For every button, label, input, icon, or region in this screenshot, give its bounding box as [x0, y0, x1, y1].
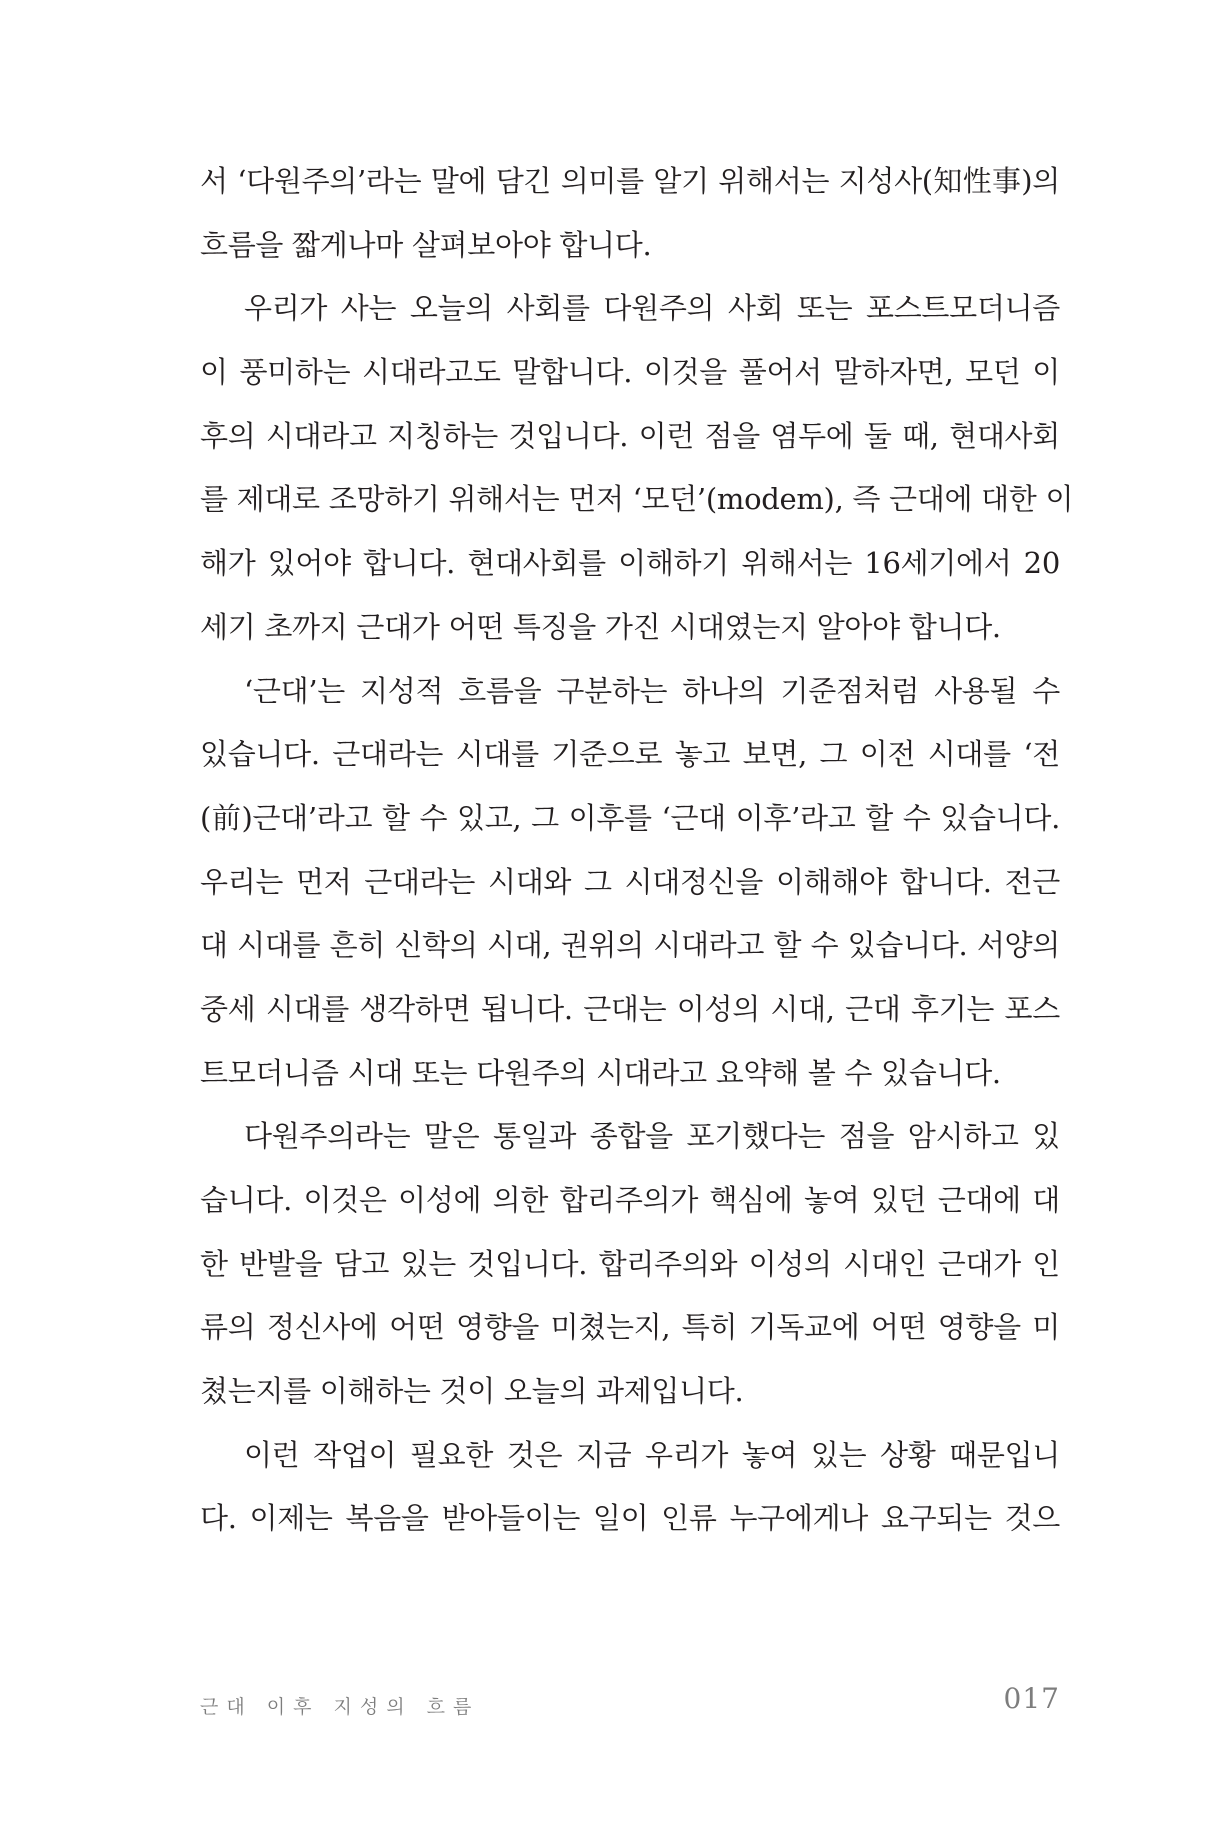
text-line: 있습니다. 근대라는 시대를 기준으로 놓고 보면, 그 이전 시대를 ‘전 — [200, 737, 1060, 772]
text-line: 서 ‘다원주의’라는 말에 담긴 의미를 알기 위해서는 지성사(知性事)의 — [200, 164, 1060, 198]
text-line: 습니다. 이것은 이성에 의한 합리주의가 핵심에 놓여 있던 근대에 대 — [200, 1183, 1060, 1217]
text-line-paragraph-end: 흐름을 짧게나마 살펴보아야 합니다. — [200, 227, 652, 262]
text-line-paragraph-start: ‘근대’는 지성적 흐름을 구분하는 하나의 기준점처럼 사용될 수 — [244, 673, 1060, 708]
text-line-paragraph-end: 트모더니즘 시대 또는 다원주의 시대라고 요약해 볼 수 있습니다. — [200, 1055, 1001, 1090]
text-line: 해가 있어야 합니다. 현대사회를 이해하기 위해서는 16세기에서 20 — [200, 546, 1060, 581]
text-line: (前)근대’라고 할 수 있고, 그 이후를 ‘근대 이후’라고 할 수 있습니다. — [200, 800, 1060, 835]
text-line: 중세 시대를 생각하면 됩니다. 근대는 이성의 시대, 근대 후기는 포스 — [200, 991, 1060, 1026]
text-line: 이 풍미하는 시대라고도 말합니다. 이것을 풀어서 말하자면, 모던 이 — [200, 355, 1060, 390]
text-line: 우리는 먼저 근대라는 시대와 그 시대정신을 이해해야 합니다. 전근 — [200, 864, 1060, 899]
text-line-paragraph-start: 이런 작업이 필요한 것은 지금 우리가 놓여 있는 상황 때문입니 — [244, 1437, 1060, 1472]
text-line-paragraph-end: 세기 초까지 근대가 어떤 특징을 가진 시대였는지 알아야 합니다. — [200, 609, 1001, 644]
running-title: 근대 이후 지성의 흐름 — [200, 1696, 480, 1718]
text-line-paragraph-start: 다원주의라는 말은 통일과 종합을 포기했다는 점을 암시하고 있 — [244, 1119, 1060, 1154]
body-text — [200, 150, 1074, 1551]
text-line-paragraph-end: 쳤는지를 이해하는 것이 오늘의 과제입니다. — [200, 1374, 744, 1409]
text-line: 다. 이제는 복음을 받아들이는 일이 인류 누구에게나 요구되는 것으 — [200, 1501, 1060, 1536]
text-line: 대 시대를 흔히 신학의 시대, 권위의 시대라고 할 수 있습니다. 서양의 — [200, 928, 1060, 963]
text-line: 를 제대로 조망하기 위해서는 먼저 ‘모던’(modem), 즉 근대에 대한 이 — [200, 482, 1074, 517]
text-line-paragraph-start: 우리가 사는 오늘의 사회를 다원주의 사회 또는 포스트모더니즘 — [244, 291, 1060, 326]
page-number: 017 — [1003, 1682, 1060, 1715]
text-line: 류의 정신사에 어떤 영향을 미쳤는지, 특히 기독교에 어떤 영향을 미 — [200, 1310, 1060, 1345]
text-line: 한 반발을 담고 있는 것입니다. 합리주의와 이성의 시대인 근대가 인 — [200, 1246, 1060, 1281]
text-line: 후의 시대라고 지칭하는 것입니다. 이런 점을 염두에 둘 때, 현대사회 — [200, 418, 1060, 453]
